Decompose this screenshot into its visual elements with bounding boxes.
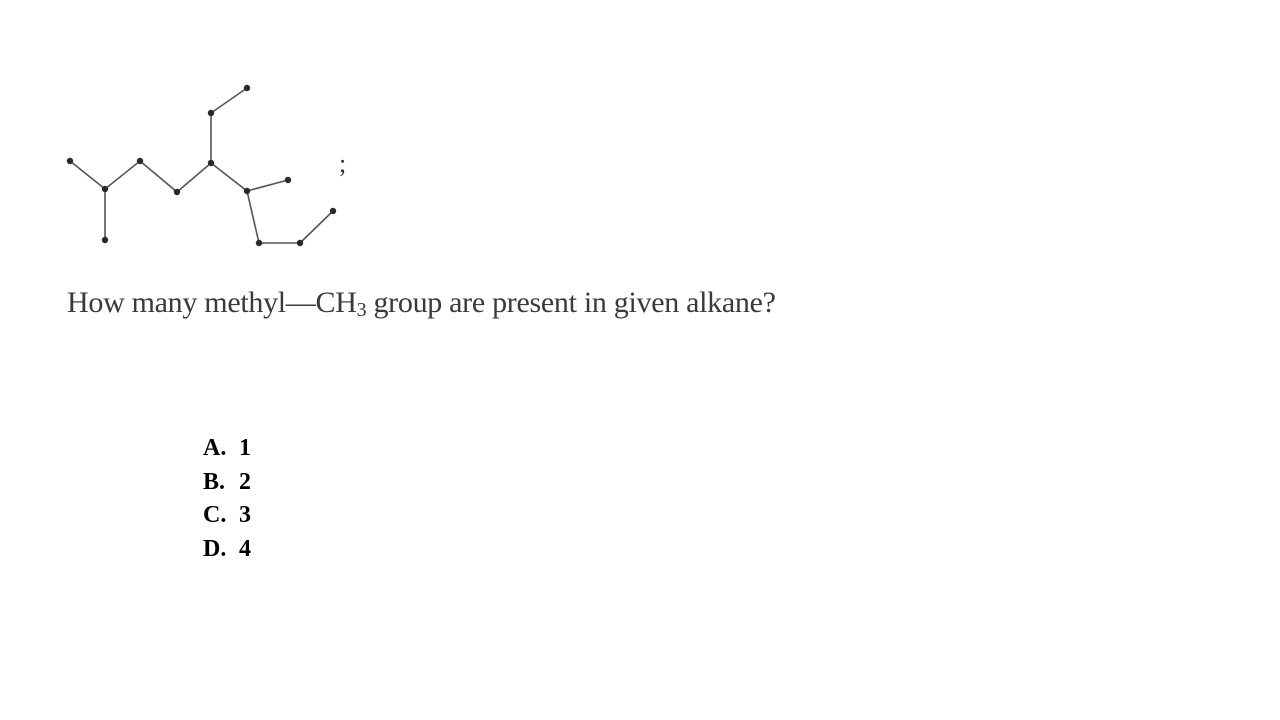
option-d[interactable] bbox=[203, 533, 251, 567]
bond bbox=[140, 161, 177, 192]
atom-dot bbox=[67, 158, 73, 164]
bond bbox=[300, 211, 333, 243]
question-text bbox=[67, 286, 776, 320]
answer-options bbox=[203, 432, 251, 566]
atom-dot bbox=[102, 186, 108, 192]
bond bbox=[105, 161, 140, 189]
atom-dot bbox=[285, 177, 291, 183]
alkane-skeletal-structure bbox=[0, 0, 400, 270]
atom-dot bbox=[137, 158, 143, 164]
separator-semicolon: ; bbox=[339, 149, 347, 178]
atom-dot bbox=[244, 85, 250, 91]
question-subscript: 3 bbox=[356, 299, 367, 321]
question-suffix: group are present in given alkane? bbox=[366, 286, 776, 319]
bond bbox=[177, 163, 211, 192]
bond bbox=[247, 180, 288, 191]
atom-dot bbox=[330, 208, 336, 214]
atom-dot bbox=[208, 110, 214, 116]
atom-dot bbox=[244, 188, 250, 194]
option-letter: A. bbox=[203, 435, 227, 461]
option-a[interactable] bbox=[203, 432, 251, 466]
bonds bbox=[70, 88, 333, 243]
option-value: 1 bbox=[239, 435, 251, 461]
bond bbox=[211, 163, 247, 191]
option-letter: C. bbox=[203, 502, 227, 528]
bond bbox=[70, 161, 105, 189]
option-letter: D. bbox=[203, 535, 227, 562]
option-b[interactable] bbox=[203, 466, 251, 500]
option-value: 2 bbox=[239, 468, 251, 495]
atom-dot bbox=[208, 160, 214, 166]
atom-dot bbox=[174, 189, 180, 195]
bond bbox=[211, 88, 247, 113]
option-c[interactable] bbox=[203, 499, 251, 533]
bond bbox=[247, 191, 259, 243]
option-value: 4 bbox=[239, 535, 251, 562]
option-letter: B. bbox=[203, 468, 226, 495]
atom-dot bbox=[256, 240, 262, 246]
option-value: 3 bbox=[239, 502, 251, 528]
atom-dot bbox=[102, 237, 108, 243]
question-prefix: How many methyl—CH bbox=[67, 286, 357, 319]
atom-dot bbox=[297, 240, 303, 246]
atoms bbox=[67, 85, 336, 246]
